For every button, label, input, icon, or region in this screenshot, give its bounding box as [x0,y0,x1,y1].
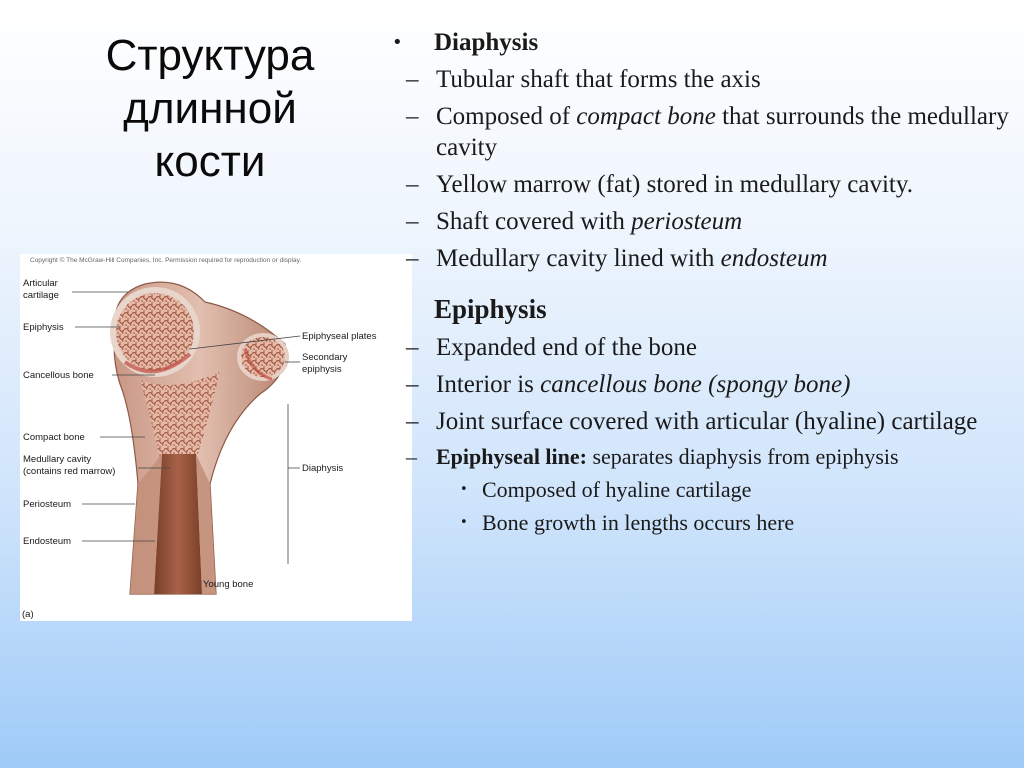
epiphysis-heading: Epiphysis [434,294,547,324]
label-articular-1: Articular [23,278,58,289]
label-medullary-2: (contains red marrow) [23,466,116,477]
label-cancellous: Cancellous bone [23,370,94,381]
epiphysis-subitem-2: • Bone growth in lengths occurs here [460,510,795,535]
diaphysis-item-5: – Medullary cavity lined with endosteum [406,245,828,272]
medullary-cavity [154,454,202,594]
bullet: • [392,32,403,53]
epiphysis-section [392,294,1012,326]
diaphysis-section [392,28,1012,58]
diaphysis-item-1: – Tubular shaft that forms the axis [406,66,761,93]
label-endosteum: Endosteum [23,536,72,547]
label-medullary-1: Medullary cavity [23,454,92,465]
figure-copyright: Copyright © The McGraw-Hill Companies, Inc. Permission required for reproduction or display. [30,257,302,264]
diaphysis-item-2: – Composed of compact bone that surrounds the medullary cavity [406,103,1009,161]
epiphysis-item-2: – Interior is cancellous bone (spongy bone) [406,371,851,398]
slide-content [392,28,1012,536]
label-articular-2: cartilage [23,290,59,301]
label-panel: (a) [22,609,34,620]
epiphysis-subitem-1: • Composed of hyaline cartilage [460,477,752,502]
label-periosteum: Periosteum [23,499,72,510]
label-compact: Compact bone [23,432,85,443]
label-epiphysis: Epiphysis [23,322,64,333]
title-line-1: Структура [105,31,315,80]
slide-title [60,30,360,188]
long-bone-figure [20,254,412,621]
label-epiphyseal-plates: Epiphyseal plates [302,331,377,342]
title-line-2: длинной [123,83,297,133]
diaphysis-heading: Diaphysis [434,29,539,56]
label-secondary-2: epiphysis [302,364,342,375]
long-bone-illustration [20,254,412,621]
diaphysis-item-3: – Yellow marrow (fat) stored in medullary cavity. [406,171,913,198]
label-diaphysis: Diaphysis [302,463,344,474]
epiphysis-item-4: – Epiphyseal line: separates diaphysis from epiphysis [406,444,899,469]
diaphysis-item-4: – Shaft covered with periosteum [406,208,743,235]
label-secondary-1: Secondary [302,352,348,363]
title-line-3: кости [154,136,266,186]
epiphysis-item-1: – Expanded end of the bone [406,334,698,361]
epiphysis-item-3: – Joint surface covered with articular (hyaline) cartilage [406,408,978,435]
label-young-bone: Young bone [203,579,254,590]
